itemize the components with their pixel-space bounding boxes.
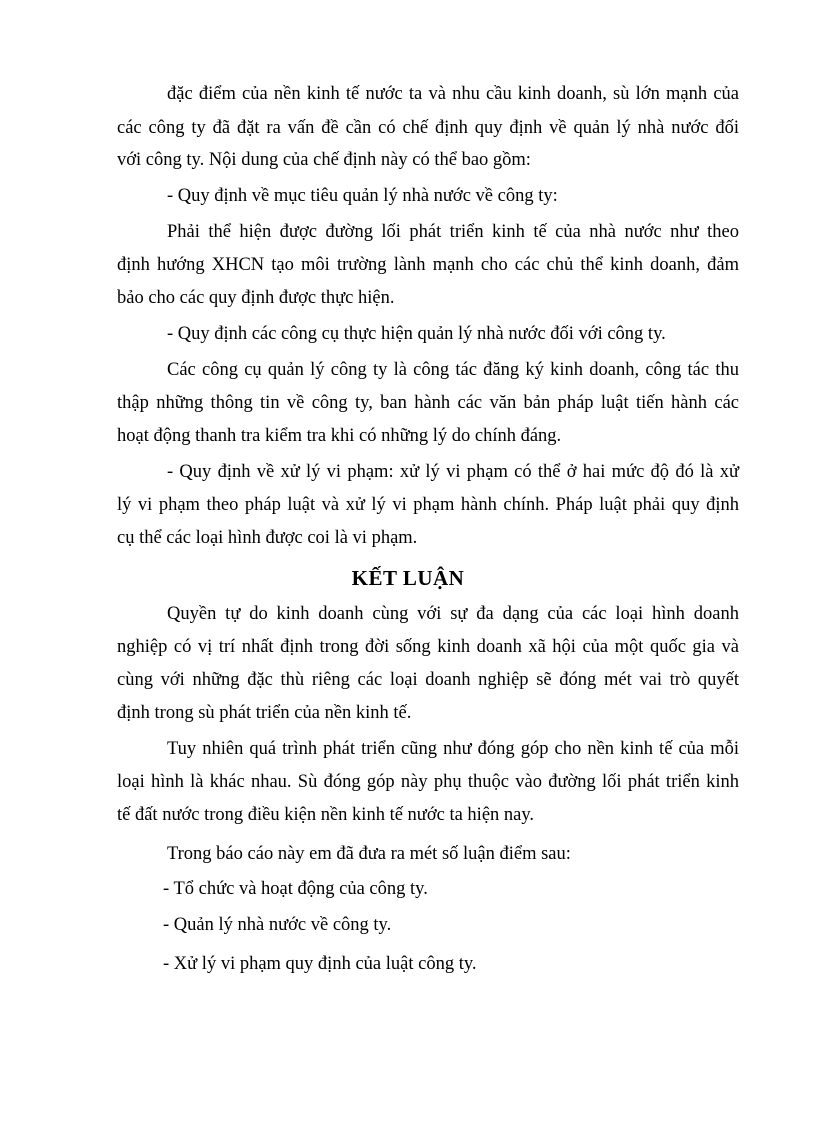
- list-item: - Xử lý vi phạm quy định của luật công ty.: [163, 954, 477, 974]
- paragraph-line: Trong báo cáo này em đã đưa ra mét số luận điểm sau:: [167, 844, 571, 864]
- paragraph-line: cùng với những đặc thù riêng các loại doanh nghiệp sẽ đóng mét vai trò quyết: [117, 670, 739, 690]
- paragraph-line: nghiệp có vị trí nhất định trong đời sống kinh doanh xã hội của một quốc gia và: [117, 637, 739, 657]
- paragraph-line: bảo cho các quy định được thực hiện.: [117, 288, 395, 308]
- paragraph-line: Tuy nhiên quá trình phát triển cũng như đóng góp cho nền kinh tế của mỗi: [167, 739, 739, 759]
- paragraph-line: đặc điểm của nền kinh tế nước ta và nhu cầu kinh doanh, sù lớn mạnh của: [167, 84, 739, 104]
- paragraph-line: lý vi phạm theo pháp luật và xử lý vi phạm hành chính. Pháp luật phải quy định: [117, 495, 739, 515]
- list-item: - Quy định về mục tiêu quản lý nhà nước về công ty:: [167, 186, 558, 206]
- list-item: - Quy định các công cụ thực hiện quản lý nhà nước đối với công ty.: [167, 324, 666, 344]
- paragraph-line: định hướng XHCN tạo môi trường lành mạnh cho các chủ thể kinh doanh, đảm: [117, 255, 739, 275]
- paragraph-line: Các công cụ quản lý công ty là công tác đăng ký kinh doanh, công tác thu: [167, 360, 739, 380]
- paragraph-line: Phải thể hiện được đường lối phát triển kinh tế của nhà nước như theo: [167, 222, 739, 242]
- paragraph-line: hoạt động thanh tra kiểm tra khi có những lý do chính đáng.: [117, 426, 562, 446]
- paragraph-line: định trong sù phát triển của nền kinh tế.: [117, 703, 412, 723]
- paragraph-line: với công ty. Nội dung của chế định này có thể bao gồm:: [117, 150, 531, 170]
- paragraph-line: loại hình là khác nhau. Sù đóng góp này phụ thuộc vào đường lối phát triển kinh: [117, 772, 739, 792]
- paragraph-line: - Quy định về xử lý vi phạm: xử lý vi phạm có thể ở hai mức độ đó là xử: [167, 462, 739, 482]
- section-heading: KẾT LUẬN: [351, 566, 465, 590]
- list-item: - Quản lý nhà nước về công ty.: [163, 915, 392, 935]
- paragraph-line: các công ty đã đặt ra vấn đề cần có chế định quy định về quản lý nhà nước đối: [117, 118, 739, 138]
- paragraph-line: tế đất nước trong điều kiện nền kinh tế nước ta hiện nay.: [117, 805, 535, 825]
- list-item: - Tổ chức và hoạt động của công ty.: [163, 879, 428, 899]
- paragraph-line: cụ thể các loại hình được coi là vi phạm.: [117, 528, 418, 548]
- paragraph-line: Quyền tự do kinh doanh cùng với sự đa dạng của các loại hình doanh: [167, 604, 739, 624]
- paragraph-line: thập những thông tin về công ty, ban hành các văn bản pháp luật tiến hành các: [117, 393, 739, 413]
